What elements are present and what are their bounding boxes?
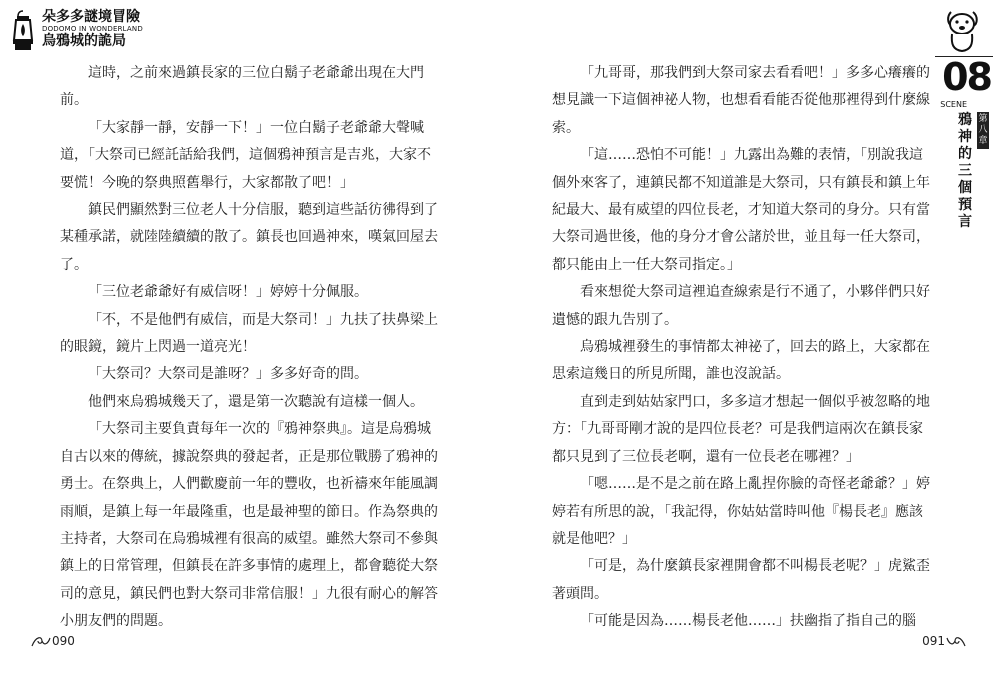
chapter-number: 08 <box>942 55 991 99</box>
chapter-tag: 第八章 <box>977 112 989 149</box>
series-title: 朵多多謎境冒險 <box>42 9 140 25</box>
paragraph: 直到走到姑姑家門口，多多這才想起一個似乎被忽略的地方：「九哥哥剛才說的是四位長老？可是我們這兩次在鎮長家都只見到了三位長老啊，還有一位長老在哪裡？」 <box>552 393 930 465</box>
lantern-icon <box>10 10 36 54</box>
right-body-text <box>552 60 932 636</box>
paragraph: 「不，不是他們有威信，而是大祭司！」九扶了扶鼻梁上的眼鏡，鏡片上閃過一道亮光！ <box>60 311 438 356</box>
paragraph: 「這……恐怕不可能！」九露出為難的表情，「別說我這個外來客了，連鎮民都不知道誰是大祭司，只有鎮長和鎮上年紀最大、最有威望的四位長老，才知道大祭司的身分。只有當大祭司過世後，他的身分才會公諸於世，並且每一任大祭司，都只能由上一任大祭司指定。」 <box>552 147 930 273</box>
page-number-right <box>922 632 967 650</box>
swirl-ornament-icon <box>30 632 52 650</box>
paragraph: 「可是，為什麼鎮長家裡開會都不叫楊長老呢？」虎鯊歪著頭問。 <box>552 558 930 602</box>
series-subtitle: DODOMO IN WONDERLAND <box>42 24 143 33</box>
paragraph: 他們來烏鴉城幾天了，還是第一次聽說有這樣一個人。 <box>88 393 424 410</box>
paragraph: 鎮民們顯然對三位老人十分信服，聽到這些話彷彿得到了某種承諾，就陸陸續續的散了。鎮長也回過神來，嘆氣回屋去了。 <box>60 202 438 273</box>
paragraph: 「大祭司主要負責每年一次的『鴉神祭典』。這是烏鴉城自古以來的傳統，據說祭典的發起者，正是那位戰勝了鴉神的勇士。在祭典上，人們歡慶前一年的豐收，也祈禱來年能風調雨順，是鎮上每一年最隆重，也是最神聖的節日。作為祭典的主持者，大祭司在烏鴉城裡有很高的威望。雖然大祭司不參與鎮上的日常管理，但鎮長在許多事情的處理上，都會聽從大祭司的意見，鎮民們也對大祭司非常信服！」九很有耐心的解答小朋友們的問題。 <box>60 421 438 630</box>
series-header <box>10 10 143 54</box>
paragraph: 「三位老爺爺好有威信呀！」婷婷十分佩服。 <box>88 284 368 301</box>
left-page <box>0 0 499 676</box>
page-number: 090 <box>52 634 75 648</box>
page-number: 091 <box>922 634 945 648</box>
scene-label: SCENE <box>940 100 967 109</box>
paragraph: 看來想從大祭司這裡追查線索是行不通了，小夥伴們只好遺憾的跟九告別了。 <box>552 284 930 328</box>
chapter-marker <box>941 8 993 258</box>
paragraph: 「九哥哥，那我們到大祭司家去看看吧！」多多心癢癢的想見識一下這個神祕人物，也想看看能否從他那裡得到什麼線索。 <box>552 65 930 136</box>
paragraph: 這時，之前來過鎮長家的三位白鬍子老爺爺出現在大門前。 <box>60 65 424 109</box>
mascot-dog-icon <box>943 8 983 54</box>
chapter-title: 鴉神的三個預言 <box>958 112 972 230</box>
page-number-left <box>30 632 75 650</box>
book-title: 烏鴉城的詭局 <box>42 33 126 50</box>
paragraph: 「大家靜一靜，安靜一下！」一位白鬍子老爺爺大聲喊道，「大祭司已經託話給我們，這個鴉神預言是吉兆，大家不要慌！今晚的祭典照舊舉行，大家都散了吧！」 <box>60 119 431 191</box>
left-body-text <box>60 60 438 636</box>
paragraph: 「嗯……是不是之前在路上亂捏你臉的奇怪老爺爺？」婷婷若有所思的說，「我記得，你姑姑當時叫他『楊長老』應該就是他吧？」 <box>552 476 930 547</box>
paragraph: 「大祭司？大祭司是誰呀？」多多好奇的問。 <box>88 366 368 383</box>
swirl-ornament-icon <box>945 632 967 650</box>
right-page <box>500 0 999 676</box>
paragraph: 烏鴉城裡發生的事情都太神祕了，回去的路上，大家都在思索這幾日的所見所聞，誰也沒說話。 <box>552 339 930 383</box>
paragraph: 「可能是因為……楊長老他……」扶幽指了指自己的腦 <box>580 613 916 630</box>
